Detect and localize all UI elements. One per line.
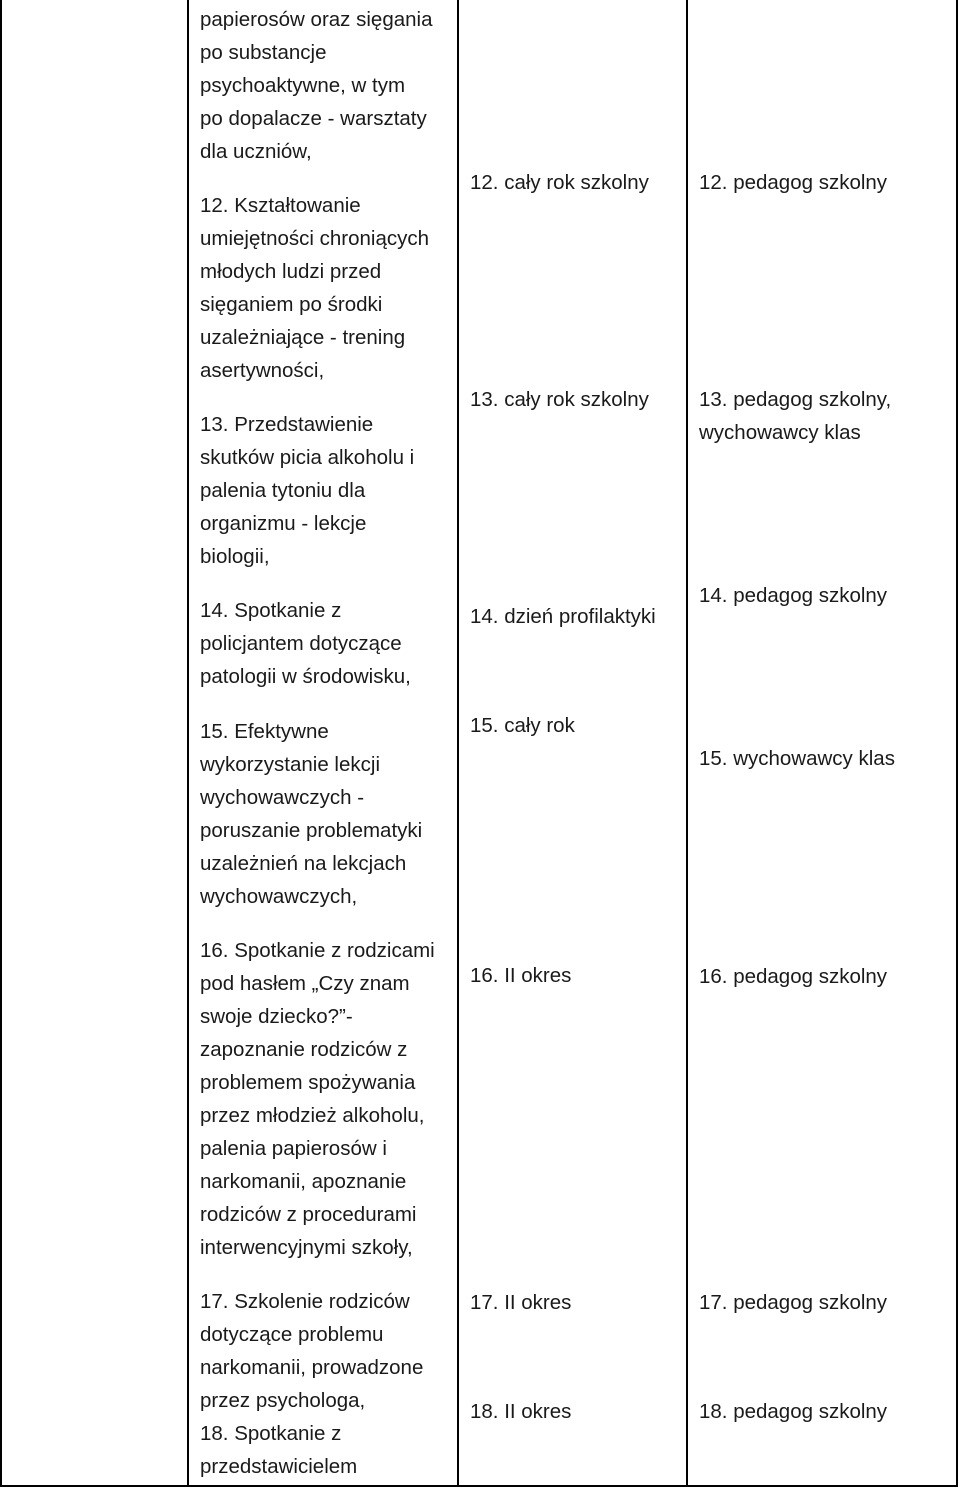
responsible-14: 14. pedagog szkolny xyxy=(699,584,888,607)
task-text-intro: papierosów oraz sięgania po substancje psychoaktywne, w tym po dopalacze - warsztaty dla uczniów, xyxy=(200,8,433,163)
term-17: 17. II okres xyxy=(470,1291,572,1314)
task-text-15: 15. Efektywne wykorzystanie lekcji wychowawczych - poruszanie problematyki uzależnień na lekcjach wychowawczych, xyxy=(200,720,423,908)
column-divider-2 xyxy=(457,0,459,1487)
task-text-17-18: 17. Szkolenie rodziców dotyczące problemu narkomanii, prowadzone przez psychologa, 18. Spotkanie z przedstawicielem xyxy=(200,1290,424,1478)
responsible-18: 18. pedagog szkolny xyxy=(699,1400,888,1423)
task-text-12: 12. Kształtowanie umiejętności chroniących młodych ludzi przed sięganiem po środki uzależniające - trening asertywności, xyxy=(200,194,430,382)
term-14: 14. dzień profilaktyki xyxy=(470,605,656,628)
table-border-left xyxy=(0,0,2,1487)
term-13: 13. cały rok szkolny xyxy=(470,388,649,411)
term-12: 12. cały rok szkolny xyxy=(470,171,649,194)
table-border-bottom xyxy=(0,1485,958,1487)
task-text-13: 13. Przedstawienie skutków picia alkoholu i palenia tytoniu dla organizmu - lekcje biologii, xyxy=(200,413,415,568)
responsible-13: 13. pedagog szkolny, wychowawcy klas xyxy=(699,388,892,444)
column-divider-3 xyxy=(686,0,688,1487)
responsible-16: 16. pedagog szkolny xyxy=(699,965,888,988)
term-15: 15. cały rok xyxy=(470,714,575,737)
table-border-right xyxy=(956,0,958,1487)
term-16: 16. II okres xyxy=(470,964,572,987)
task-text-16: 16. Spotkanie z rodzicami pod hasłem „Czy znam swoje dziecko?”- zapoznanie rodziców z problemem spożywania przez młodzież alkoholu, palenia papierosów i narkomanii, apoznanie rodziców z procedurami interwencyjnymi szkoły, xyxy=(200,939,435,1259)
responsible-12: 12. pedagog szkolny xyxy=(699,171,888,194)
responsible-15: 15. wychowawcy klas xyxy=(699,747,895,770)
column-divider-1 xyxy=(187,0,189,1487)
responsible-17: 17. pedagog szkolny xyxy=(699,1291,888,1314)
term-18: 18. II okres xyxy=(470,1400,572,1423)
task-text-14: 14. Spotkanie z policjantem dotyczące patologii w środowisku, xyxy=(200,599,411,688)
